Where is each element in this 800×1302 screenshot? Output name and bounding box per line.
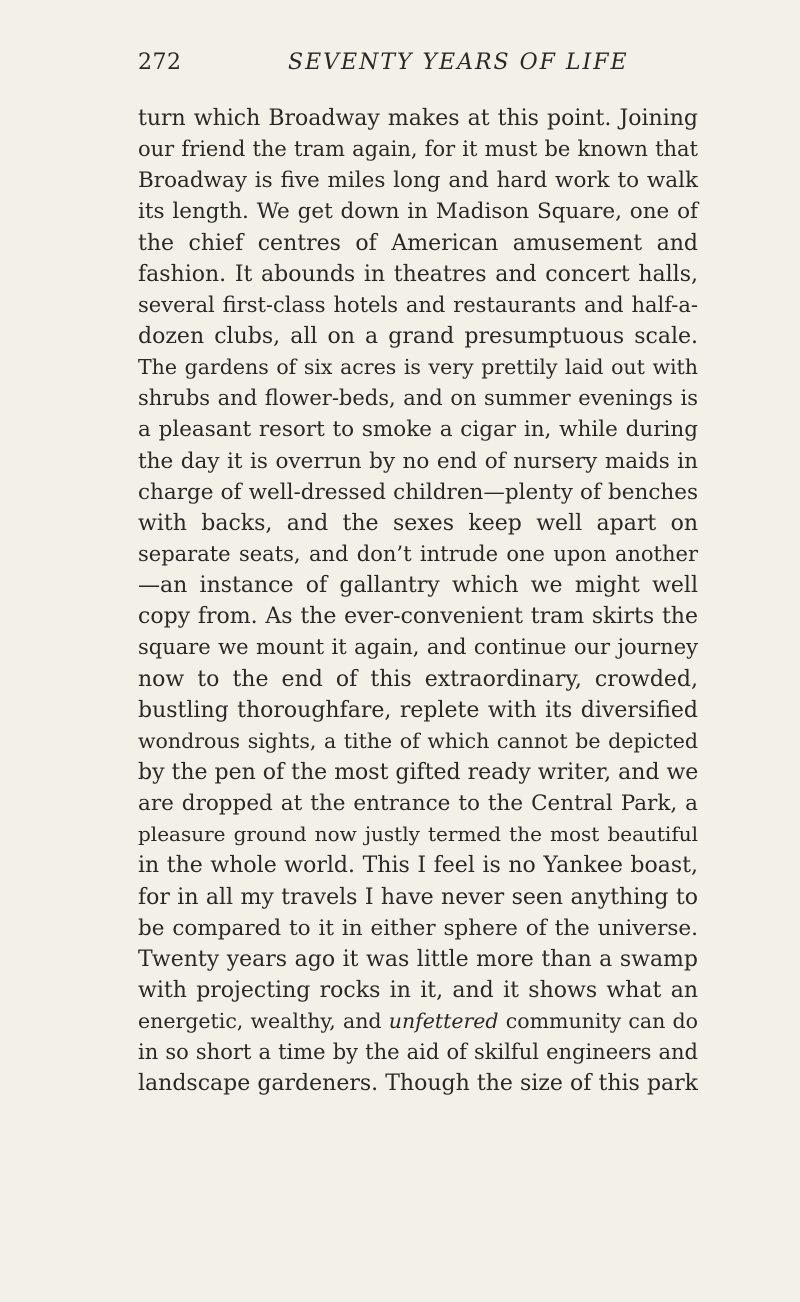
text-line: separate seats, and don’t intrude one upon another — [138, 541, 698, 566]
text-fragment: energetic, wealthy, and — [138, 1009, 389, 1034]
text-line: are dropped at the entrance to the Central Park, a — [138, 791, 698, 817]
text-line: pleasure ground now justly termed the most beautiful — [138, 822, 698, 847]
body-text — [138, 103, 698, 1100]
text-line: wondrous sights, a tithe of which cannot be depicted — [138, 728, 698, 753]
text-line: now to the end of this extraordinary, crowded, — [138, 666, 698, 692]
text-line: by the pen of the most gifted ready writer, and we — [138, 759, 699, 785]
text-line: shrubs and flower-beds, and on summer evenings is — [138, 386, 698, 411]
text-line — [138, 1006, 698, 1037]
text-line: be compared to it in either sphere of the universe. — [138, 915, 698, 941]
text-line: dozen clubs, all on a grand presumptuous scale. — [138, 323, 698, 349]
text-line: in the whole world. This I feel is no Yankee boast, — [138, 853, 698, 879]
text-line: our friend the tram again, for it must be known that — [138, 137, 698, 162]
text-line: in so short a time by the aid of skilful engineers and — [138, 1040, 698, 1065]
text-line: copy from. As the ever-convenient tram skirts the — [138, 604, 698, 630]
text-line: with projecting rocks in it, and it shows what an — [138, 977, 698, 1003]
text-line: Twenty years ago it was little more than a swamp — [138, 946, 698, 972]
text-fragment: community can do — [498, 1009, 699, 1034]
text-line: bustling thoroughfare, replete with its diversified — [138, 697, 698, 723]
text-line: fashion. It abounds in theatres and concert halls, — [138, 261, 698, 287]
text-line: the chief centres of American amusement and — [138, 230, 698, 256]
text-line: landscape gardeners. Though the size of this park — [138, 1071, 698, 1097]
text-line: The gardens of six acres is very prettily laid out with — [138, 355, 698, 380]
text-line: several first-class hotels and restaurants and half-a- — [138, 292, 698, 317]
text-line: its length. We get down in Madison Square, one of — [138, 199, 698, 225]
text-line: with backs, and the sexes keep well apart on — [138, 510, 698, 536]
text-line: square we mount it again, and continue our journey — [138, 635, 698, 660]
page-number: 272 — [138, 50, 182, 75]
text-line: a pleasant resort to smoke a cigar in, while during — [138, 417, 698, 443]
text-line: turn which Broadway makes at this point. Joining — [138, 106, 698, 131]
text-line: Broadway is five miles long and hard work to walk — [138, 168, 698, 194]
text-line: charge of well-dressed children—plenty of benches — [138, 479, 698, 505]
italic-word: unfettered — [388, 1009, 499, 1034]
running-title: SEVENTY YEARS OF LIFE — [288, 50, 629, 75]
text-line: —an instance of gallantry which we might well — [138, 573, 698, 599]
text-line: for in all my travels I have never seen anything to — [138, 884, 698, 910]
text-line: the day it is overrun by no end of nursery maids in — [138, 448, 698, 474]
running-head — [138, 50, 698, 84]
